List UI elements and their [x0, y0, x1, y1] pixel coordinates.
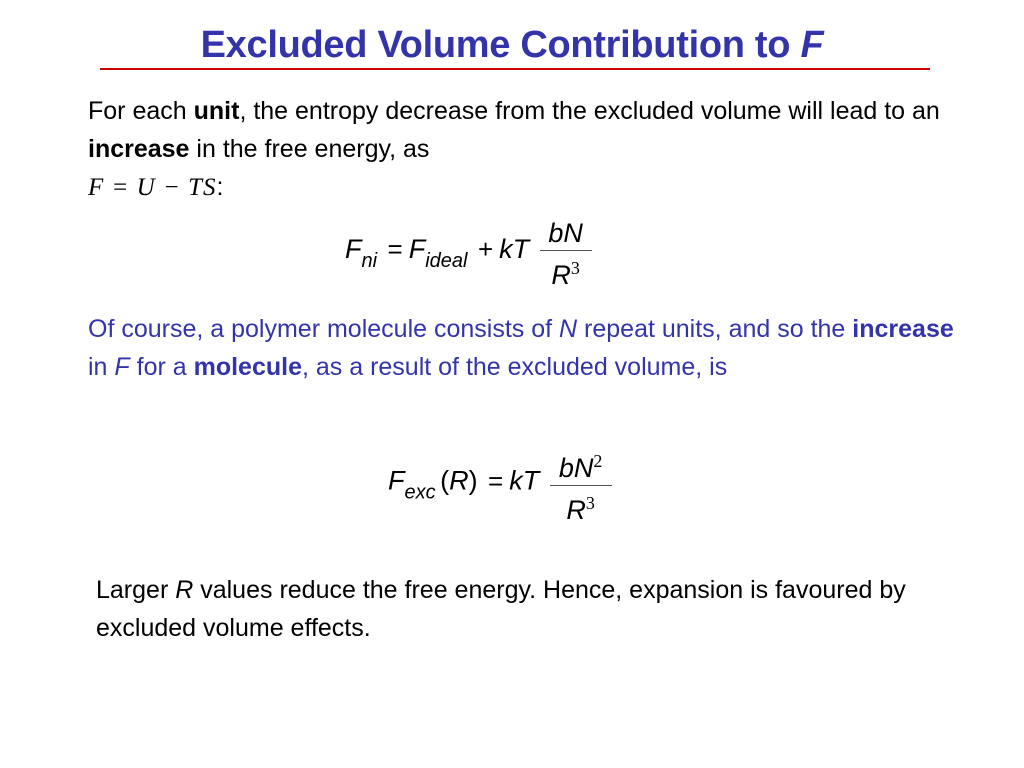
p2-italic-f: F: [114, 353, 130, 381]
title-underline: [100, 68, 930, 70]
p1-text-2: , the entropy decrease from the excluded volume will lead to an: [239, 97, 940, 125]
eq2-paren-open: (: [440, 465, 450, 496]
eq2-paren-close: ): [468, 465, 478, 496]
eq1-fraction-bar: [540, 250, 592, 251]
p2-text-5: , as a result of the excluded volume, is: [301, 353, 728, 381]
p2-italic-n: N: [559, 315, 578, 343]
p1-text-1: For each: [88, 97, 194, 125]
paragraph-polymer: [88, 310, 968, 386]
p1-text-3: in the free energy, as: [189, 135, 430, 163]
eq1-numerator: bN: [548, 218, 583, 248]
eq2-lhs-sub: exc: [404, 481, 436, 504]
paragraph-conclusion: [96, 571, 956, 647]
eq2-denominator: R: [566, 495, 586, 525]
p3-text-2: values reduce the free energy. Hence, expansion is favoured by excluded volume effects.: [96, 576, 906, 642]
eq2-lhs: F: [388, 465, 405, 496]
eq1-fraction: [540, 218, 592, 290]
paragraph-entropy: [88, 92, 948, 207]
equation-f-exc: [388, 446, 612, 525]
eq1-equals: =: [387, 234, 403, 265]
p2-text-4: for a: [129, 353, 194, 381]
eq2-num-exponent: 2: [593, 451, 603, 471]
p3-text-1: Larger: [96, 576, 176, 604]
eq2-numerator: bN: [558, 453, 594, 483]
title-variable: F: [800, 24, 824, 66]
eq1-f-sub: ideal: [425, 250, 468, 273]
p2-text-1: Of course, a polymer molecule consists of: [88, 315, 560, 343]
p2-text-3: in: [88, 353, 115, 381]
eq1-denominator: R: [551, 260, 571, 290]
eq1-lhs-sub: ni: [361, 250, 378, 273]
eq2-fraction-bar: [550, 485, 612, 486]
eq1-den-exponent: 3: [570, 258, 580, 278]
eq2-arg: R: [449, 465, 469, 496]
title-text: Excluded Volume Contribution to: [200, 24, 801, 66]
eq1-f: F: [408, 234, 426, 265]
p3-italic-r: R: [175, 576, 194, 604]
eq2-equals: =: [488, 465, 504, 496]
eq2-fraction: [550, 446, 612, 525]
eq2-den-exponent: 3: [585, 493, 595, 513]
free-energy-formula: F = U − TS: [88, 174, 217, 201]
p1-bold-unit: unit: [193, 97, 240, 125]
equation-f-ni: [345, 218, 592, 290]
p1-bold-increase: increase: [88, 135, 190, 163]
p2-bold-molecule: molecule: [193, 353, 302, 381]
eq1-lhs: F: [345, 234, 362, 265]
eq1-kt: kT: [499, 234, 530, 265]
eq1-plus: +: [477, 234, 494, 265]
p2-text-2: repeat units, and so the: [577, 315, 853, 343]
p2-bold-increase: increase: [852, 315, 954, 343]
slide-title: [0, 24, 1024, 67]
eq2-kt: kT: [509, 465, 540, 496]
p1-colon: :: [216, 173, 224, 201]
